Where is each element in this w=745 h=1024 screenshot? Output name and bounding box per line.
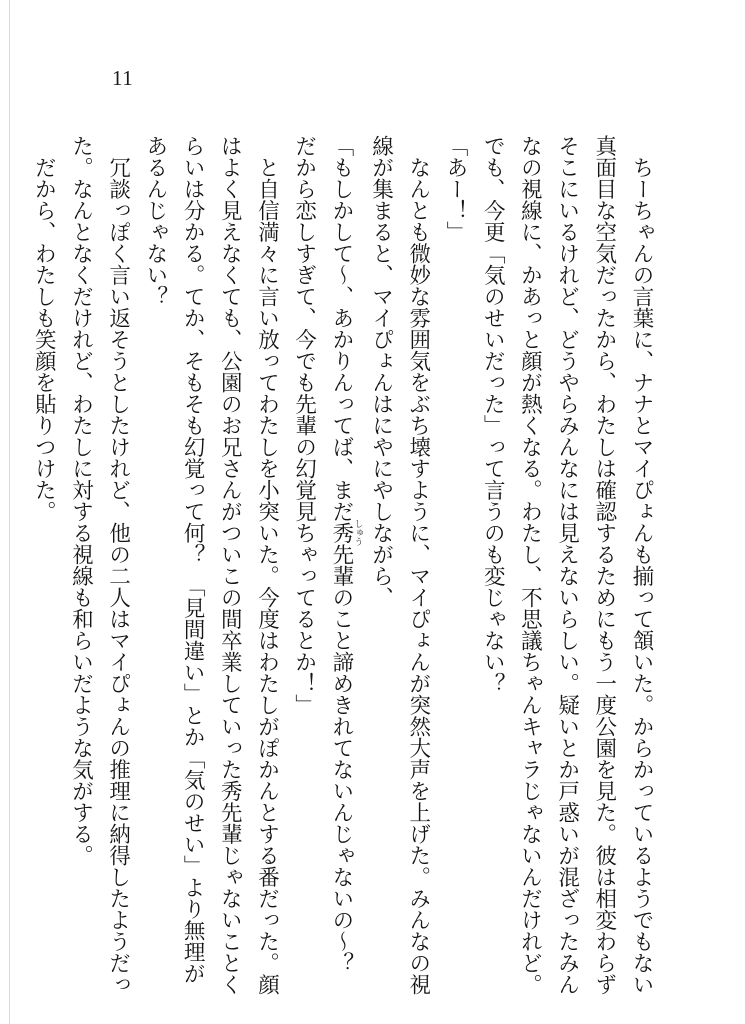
paragraph-6: 冗談っぽく言い返そうとしたけれど、他の二人はマイぴょんの推理に納得したようだった。なんとなくだけれど、わたしに対する視線も和らいだような気がする。 [68, 135, 131, 995]
paragraph-2: 「あー！」 [442, 135, 468, 243]
paragraph-3: なんとも微妙な雰囲気をぶち壊すように、マイぴょんが突然大声を上げた。みんなの視線が集まると、マイぴょんはにやにやしながら、 [368, 135, 431, 995]
page-number: 11 [112, 66, 134, 90]
furigana-ruby [328, 519, 363, 547]
page-edge-line [9, 0, 10, 1024]
paragraph-7: だから、わたしも笑顔を貼りつけた。 [31, 135, 57, 522]
ruby-reading: しゅう [352, 519, 363, 547]
paragraph-1: ちーちゃんの言葉に、ナナとマイぴょんも揃って頷いた。からかっているようでもない真面目な空気だったから、わたしは確認するためにもう一度公園を見た。彼は相変わらずそこにいるけれど、どうやらみんなには見えないらしい。疑いとか戸惑いが混ざったみんなの視線に、かあっと顔が熱くなる。わたし、不思議ちゃんキャラじゃないんだけれど。でも、今更「気のせいだった」って言うのも変じゃない？ [480, 135, 654, 995]
vertical-text-body [31, 135, 660, 1005]
paragraph-4-text: 「もしかして～、あかりんってば、まだ秀しゅう先輩のこと諦めきれてないんじゃないの～？ だから恋しすぎて、今でも先輩の幻覚見ちゃってるとか！」 [291, 135, 363, 995]
ruby-base: 秀 [328, 519, 354, 547]
paragraph-4 [285, 135, 362, 1005]
paragraph-5: と自信満々に言い放ってわたしを小突いた。今度はわたしがぽかんとする番だった。顔はよく見えなくても、公園のお兄さんがついこの間卒業していった秀先輩じゃないことくらいは分かる。てか、そもそも幻覚って何？ 「見間違い」とか「気のせい」より無理があるんじゃない？ [142, 135, 280, 995]
